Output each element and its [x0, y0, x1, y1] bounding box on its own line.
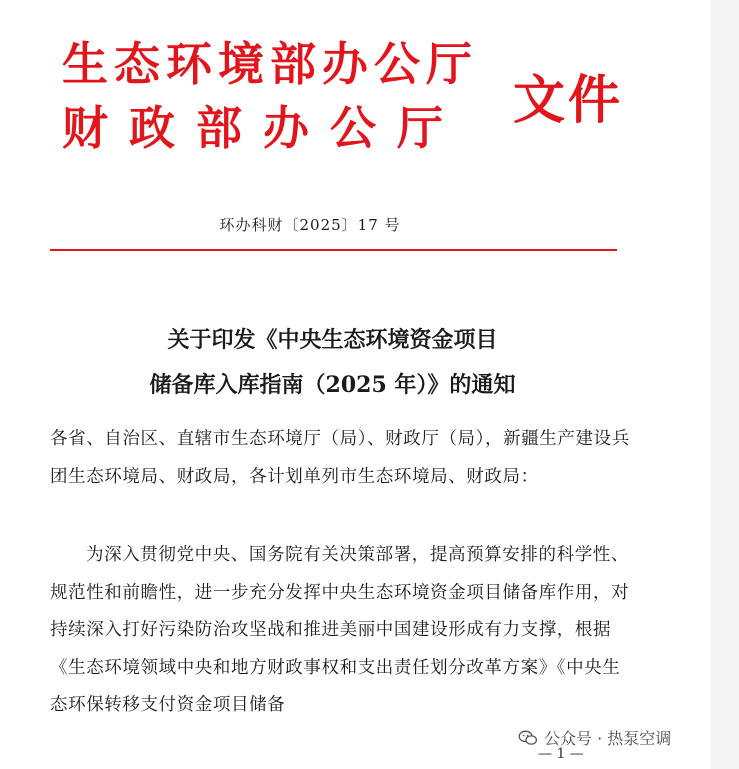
issuer-line-1: 生态环境部办公厅 — [62, 37, 478, 91]
document-number: 环办科财〔2025〕17 号 — [219, 216, 401, 234]
body-paragraph: 为深入贯彻党中央、国务院有关决策部署，提高预算安排的科学性、规范性和前瞻性，进一步充分发挥中央生态环境资金项目储备库作用，对持续深入打好污染防治攻坚战和推进美丽中国建设形成有力支撑，根据《生态环境领域中央和地方财政事权和支出责任划分改革方案》《中央生态环保转移支付资金项目储备 — [50, 545, 630, 715]
addressee-paragraph: 各省、自治区、直辖市生态环境厅（局）、财政厅（局），新疆生产建设兵团生态环境局、财政局，各计划单列市生态环境局、财政局： — [50, 429, 630, 487]
issuer-line-2: 财政部办公厅 — [62, 101, 464, 155]
page-edge-strip — [711, 0, 739, 769]
document-title-line-2: 储备库入库指南（2025 年）》的通知 — [149, 372, 516, 398]
page-number: — 1 — — [538, 746, 584, 762]
red-divider-line — [50, 249, 617, 251]
watermark-text: 公众号 · 热泵空调 — [544, 729, 672, 748]
document-type-label: 文件 — [513, 71, 624, 131]
wechat-icon — [518, 730, 538, 746]
document-title-line-1: 关于印发《中央生态环境资金项目 — [167, 327, 498, 353]
